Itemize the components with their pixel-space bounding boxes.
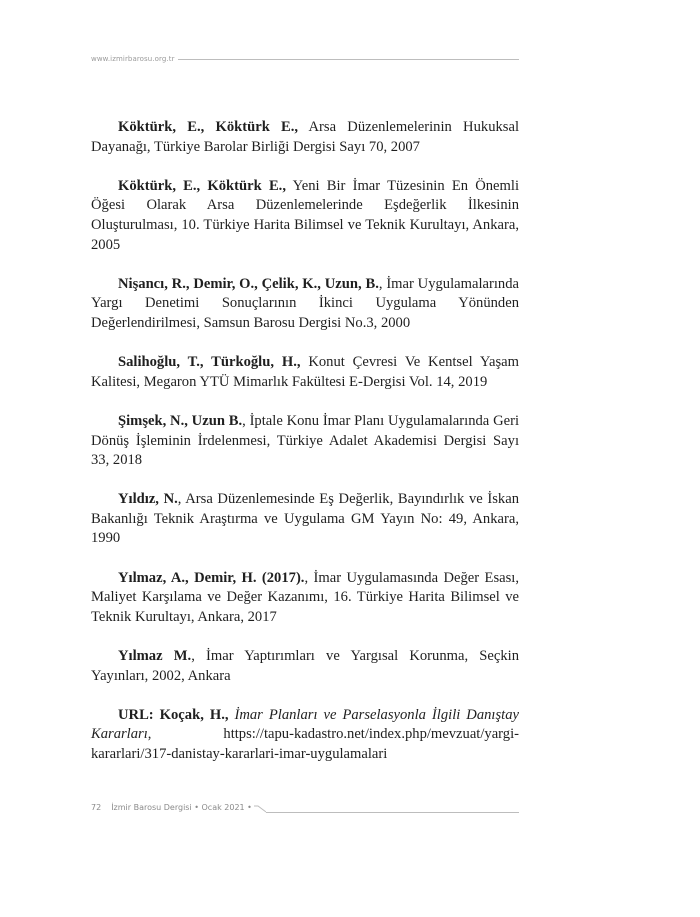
journal-name: İzmir Barosu Dergisi • Ocak 2021 • bbox=[111, 803, 252, 812]
reference-list bbox=[91, 118, 519, 784]
reference-entry bbox=[91, 412, 519, 471]
reference-author: Yılmaz, A., Demir, H. (2017). bbox=[118, 569, 305, 586]
reference-text: , İptale Konu İmar Planı Uygulamalarında Geri Dönüş İşleminin İrdelenmesi, Türkiye Adalet Akademisi Dergisi Sayı 33, 2018 bbox=[91, 412, 519, 469]
reference-entry bbox=[91, 706, 519, 765]
reference-text: , İmar Uygulamasında Değer Esası, Maliyet Karşılama ve Değer Kazanımı, 16. Türkiye Harita Bilimsel ve Teknik Kurultayı, Ankara, 2017 bbox=[91, 569, 519, 625]
reference-text: , https://tapu-kadastro.net/index.php/mevzuat/yargi-kararlari/317-danistay-kararlari-imar-uygulamalari bbox=[91, 726, 519, 762]
reference-author: URL: Koçak, H., bbox=[118, 706, 229, 723]
reference-entry bbox=[91, 118, 519, 157]
reference-entry bbox=[91, 353, 519, 392]
reference-text: , Arsa Düzenlemesinde Eş Değerlik, Bayındırlık ve İskan Bakanlığı Teknik Araştırma ve Uygulama GM Yayın No: 49, Ankara, 1990 bbox=[91, 491, 519, 547]
reference-title: İmar Planları ve Parselasyonla İlgili Danıştay Kararları bbox=[91, 706, 519, 743]
header-url: www.izmirbarosu.org.tr bbox=[91, 55, 175, 63]
reference-author: Yıldız, N. bbox=[118, 491, 178, 508]
footer-notch-icon bbox=[254, 805, 266, 813]
page-header bbox=[91, 52, 519, 66]
reference-author: Nişancı, R., Demir, O., Çelik, K., Uzun, B. bbox=[118, 275, 379, 292]
reference-author: Köktürk, E., Köktürk E., bbox=[118, 119, 299, 135]
page-footer bbox=[91, 799, 519, 813]
header-rule bbox=[178, 59, 519, 60]
reference-entry bbox=[91, 569, 519, 628]
reference-entry bbox=[91, 490, 519, 549]
reference-text: , İmar Yaptırımları ve Yargısal Korunma, Seçkin Yayınları, 2002, Ankara bbox=[91, 648, 520, 684]
reference-author: Şimşek, N., Uzun B. bbox=[118, 412, 243, 429]
reference-text: Yeni Bir İmar Tüzesinin En Önemli Öğesi Olarak Arsa Düzenlemelerinde Eşdeğerlik İlkesinin Oluşturulması, 10. Türkiye Harita Bilimsel ve Teknik Kurultayı, Ankara, 2005 bbox=[91, 177, 519, 253]
reference-entry bbox=[91, 177, 519, 255]
reference-text: , İmar Uygulamalarında Yargı Denetimi Sonuçlarının İkinci Uygulama Yönünden Değerlendirilmesi, Samsun Barosu Dergisi No.3, 2000 bbox=[91, 275, 519, 331]
reference-author: Salihoğlu, T., Türkoğlu, H., bbox=[118, 354, 301, 371]
reference-entry bbox=[91, 275, 519, 334]
reference-author: Köktürk, E., Köktürk E., bbox=[118, 177, 286, 194]
reference-entry bbox=[91, 647, 519, 686]
reference-text: Konut Çevresi Ve Kentsel Yaşam Kalitesi, Megaron YTÜ Mimarlık Fakültesi E-Dergisi Vol. 14, 2019 bbox=[91, 354, 519, 390]
page-number: 72 bbox=[91, 803, 102, 812]
reference-text: Arsa Düzenlemelerinin Hukuksal Dayanağı, Türkiye Barolar Birliği Dergisi Sayı 70, 2007 bbox=[91, 119, 519, 155]
footer-rule bbox=[266, 812, 519, 813]
reference-author: Yılmaz M. bbox=[118, 648, 192, 665]
